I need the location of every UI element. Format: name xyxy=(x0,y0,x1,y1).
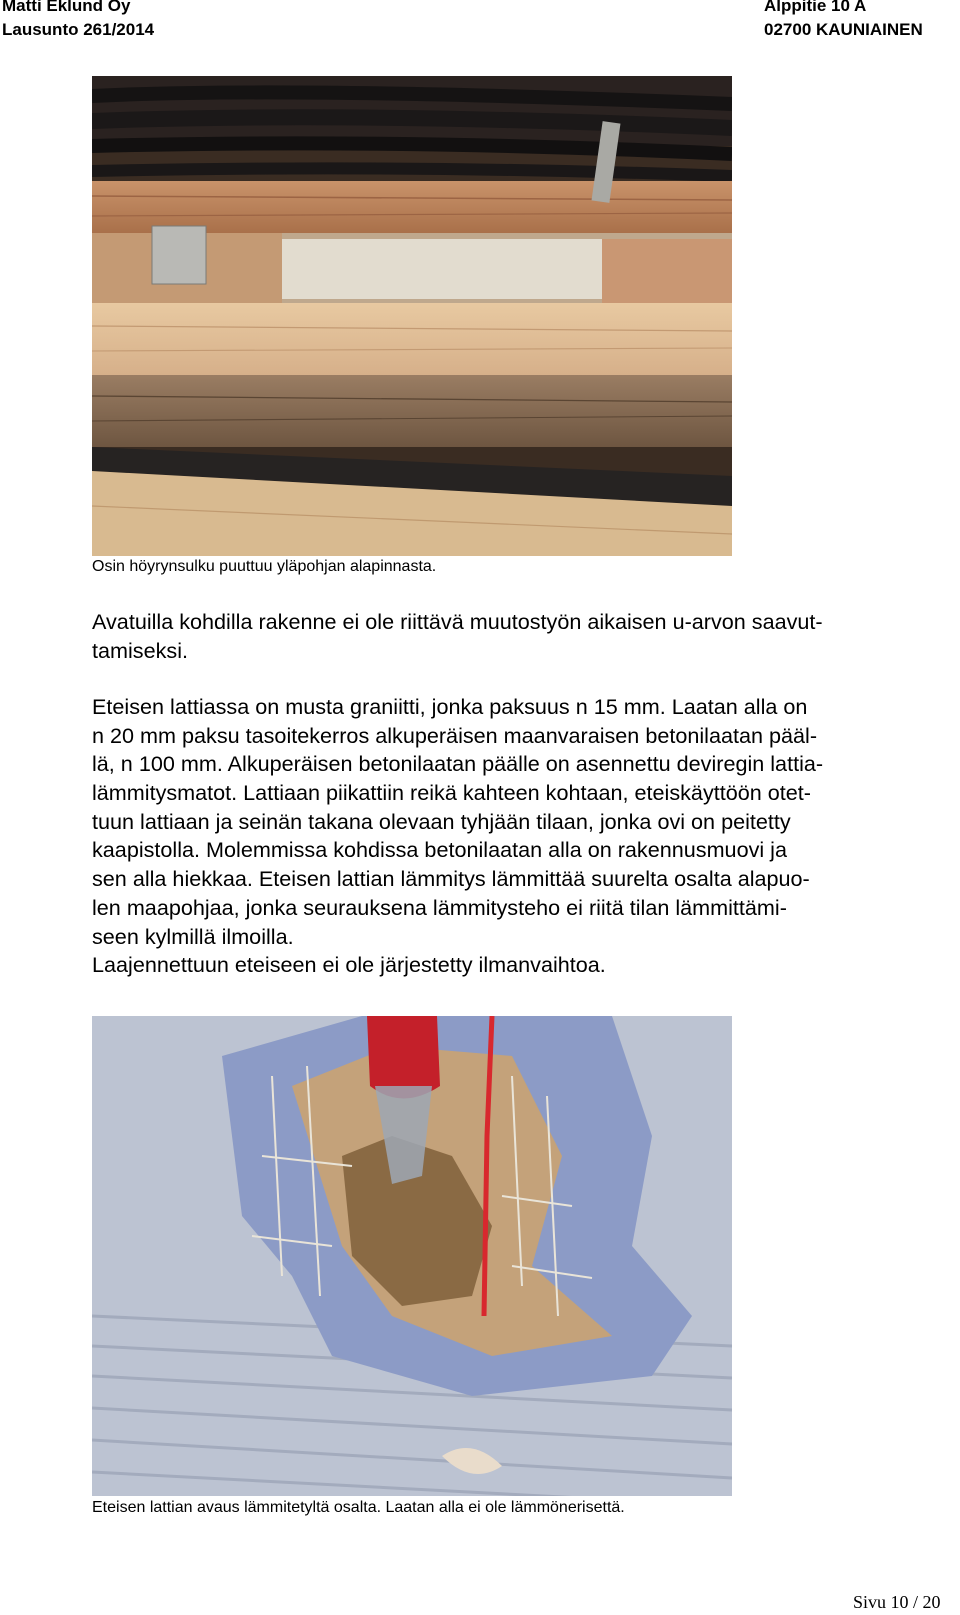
paragraph-2-line: lämmitysmatot. Lattiaan piikattiin reikä kahteen kohtaan, eteiskäyttöön otet- xyxy=(92,780,811,806)
report-number: Lausunto 261/2014 xyxy=(2,20,155,39)
paragraph-2-line: Laajennettuun eteiseen ei ole järjestetty ilmanvaihtoa. xyxy=(92,952,606,978)
ceiling-structure-photo xyxy=(92,76,732,556)
floor-opening-photo xyxy=(92,1016,732,1496)
paragraph-2-line: tuun lattiaan ja seinän takana olevaan tyhjään tilaan, jonka ovi on peitetty xyxy=(92,808,791,834)
paragraph-2-line: n 20 mm paksu tasoitekerros alkuperäisen maanvaraisen betonilaatan pääl- xyxy=(92,722,818,748)
paragraph-u-value xyxy=(92,608,952,665)
paragraph-2-line: sen alla hiekkaa. Eteisen lattian lämmitys lämmittää suurelta osalta alapuo- xyxy=(92,866,810,892)
paragraph-2-line: Eteisen lattiassa on musta graniitti, jonka paksuus n 15 mm. Laatan alla on xyxy=(92,694,808,719)
paragraph-floor-description xyxy=(92,693,952,980)
paragraph-2-line: lä, n 100 mm. Alkuperäisen betonilaatan päälle on asennettu deviregin lattia- xyxy=(92,751,824,777)
figure-2-caption: Eteisen lattian avaus lämmitetyltä osalta. Laatan alla ei ole lämmönerisettä. xyxy=(92,1499,625,1516)
site-city: 02700 KAUNIAINEN xyxy=(764,20,923,39)
figure-1-caption: Osin höyrynsulku puuttuu yläpohjan alapinnasta. xyxy=(92,558,437,575)
page-number: Sivu 10 / 20 xyxy=(853,1592,941,1612)
paragraph-2-line: len maapohjaa, jonka seurauksena lämmitysteho ei riitä tilan lämmittämi- xyxy=(92,894,787,920)
floor-opening-photo-drawing xyxy=(92,1016,732,1496)
paragraph-1-line: Avatuilla kohdilla rakenne ei ole riittävä muutostyön aikaisen u-arvon saavut- xyxy=(92,609,823,634)
paragraph-2-line: seen kylmillä ilmoilla. xyxy=(92,923,294,949)
paragraph-2-line: kaapistolla. Molemmissa kohdissa betonilaatan alla on rakennusmuovi ja xyxy=(92,837,787,863)
paragraph-1-line: tamiseksi. xyxy=(92,637,188,663)
site-street: Alppitie 10 A xyxy=(764,0,867,15)
company-name: Matti Eklund Oy xyxy=(2,0,131,15)
ceiling-structure-photo-drawing xyxy=(92,76,732,556)
